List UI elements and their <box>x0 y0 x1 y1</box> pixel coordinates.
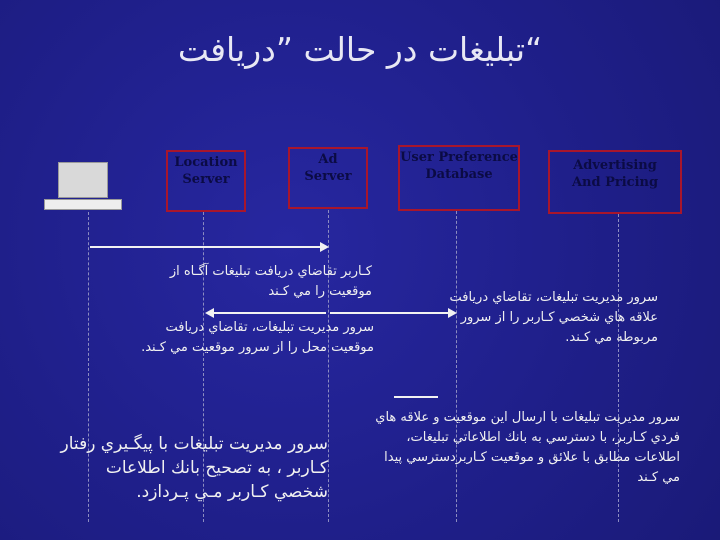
message-line: سرور مديريت تبليغات، تقاضاي دريافت <box>165 320 374 335</box>
message-user-request <box>170 262 372 302</box>
user-to-ad-server-arrowhead <box>320 242 329 252</box>
location-server-label-1: Location <box>174 155 238 170</box>
location-server-label-2: Server <box>182 172 230 187</box>
message-line: سرور مديريت تبليغات با ارسال اين موقعيت و علاقه هاي <box>375 410 680 425</box>
user-db-label-1: User Preference <box>400 150 518 165</box>
message-line: شخصي كـاربر مـي پـردازد. <box>136 482 328 502</box>
message-line: موقعيت محل را از سرور موقعيت مي كـند. <box>141 340 374 355</box>
message-line: سرور مديريت تبليغات، تقاضاي دريافت <box>449 290 658 305</box>
ad-server-box <box>288 147 368 209</box>
advertising-label-1: Advertising <box>573 158 657 173</box>
user-db-label-2: Database <box>425 167 493 182</box>
message-line: موقعيت را مي كـند <box>268 284 372 299</box>
ad-server-lifeline <box>328 210 329 522</box>
ad-to-location-arrowhead <box>205 308 214 318</box>
user-to-ad-server-arrow <box>90 246 320 248</box>
message-ad-matching <box>375 408 680 488</box>
message-line: کـاربر تقاضاي دريافت تبليغات آگـاه از <box>169 264 372 279</box>
advertising-pricing-box <box>548 150 682 214</box>
laptop-icon <box>58 162 108 198</box>
advertising-label-2: And Pricing <box>571 175 659 190</box>
message-line: اطلاعات مطابق با علائق و موقعيت كـاربردسترسي پيدا <box>384 450 680 465</box>
message-line: مربوطه مي كـند. <box>565 330 658 345</box>
message-behavior-tracking <box>61 432 328 504</box>
message-location-request <box>141 318 374 358</box>
user-preference-db-box <box>398 145 520 211</box>
slide-title: تبلیغات در حالت ”دریافت“ <box>177 30 543 69</box>
ad-server-label-2: Server <box>304 169 352 184</box>
message-line: سرور مديريت تبليغات با پيگـيري رفتار <box>60 434 328 454</box>
location-server-box <box>166 150 246 212</box>
ad-server-label-1: Ad <box>318 152 338 167</box>
message-line: كـاربر ، به تصحيح بانك اطلاعات <box>105 458 328 478</box>
message-preference-request <box>449 288 658 348</box>
db-response-arrow <box>394 396 438 398</box>
message-line: علاقه هاي شخصي كـاربر را از سرور <box>460 310 658 325</box>
ad-to-user-db-arrow <box>330 312 448 314</box>
message-line: فردي كـاربر، با دسترسي به بانك اطلاعاتي تبليغات، <box>406 430 680 445</box>
message-line: مي كـند <box>637 470 680 485</box>
ad-to-location-arrow <box>214 312 326 314</box>
laptop-base <box>44 199 122 210</box>
